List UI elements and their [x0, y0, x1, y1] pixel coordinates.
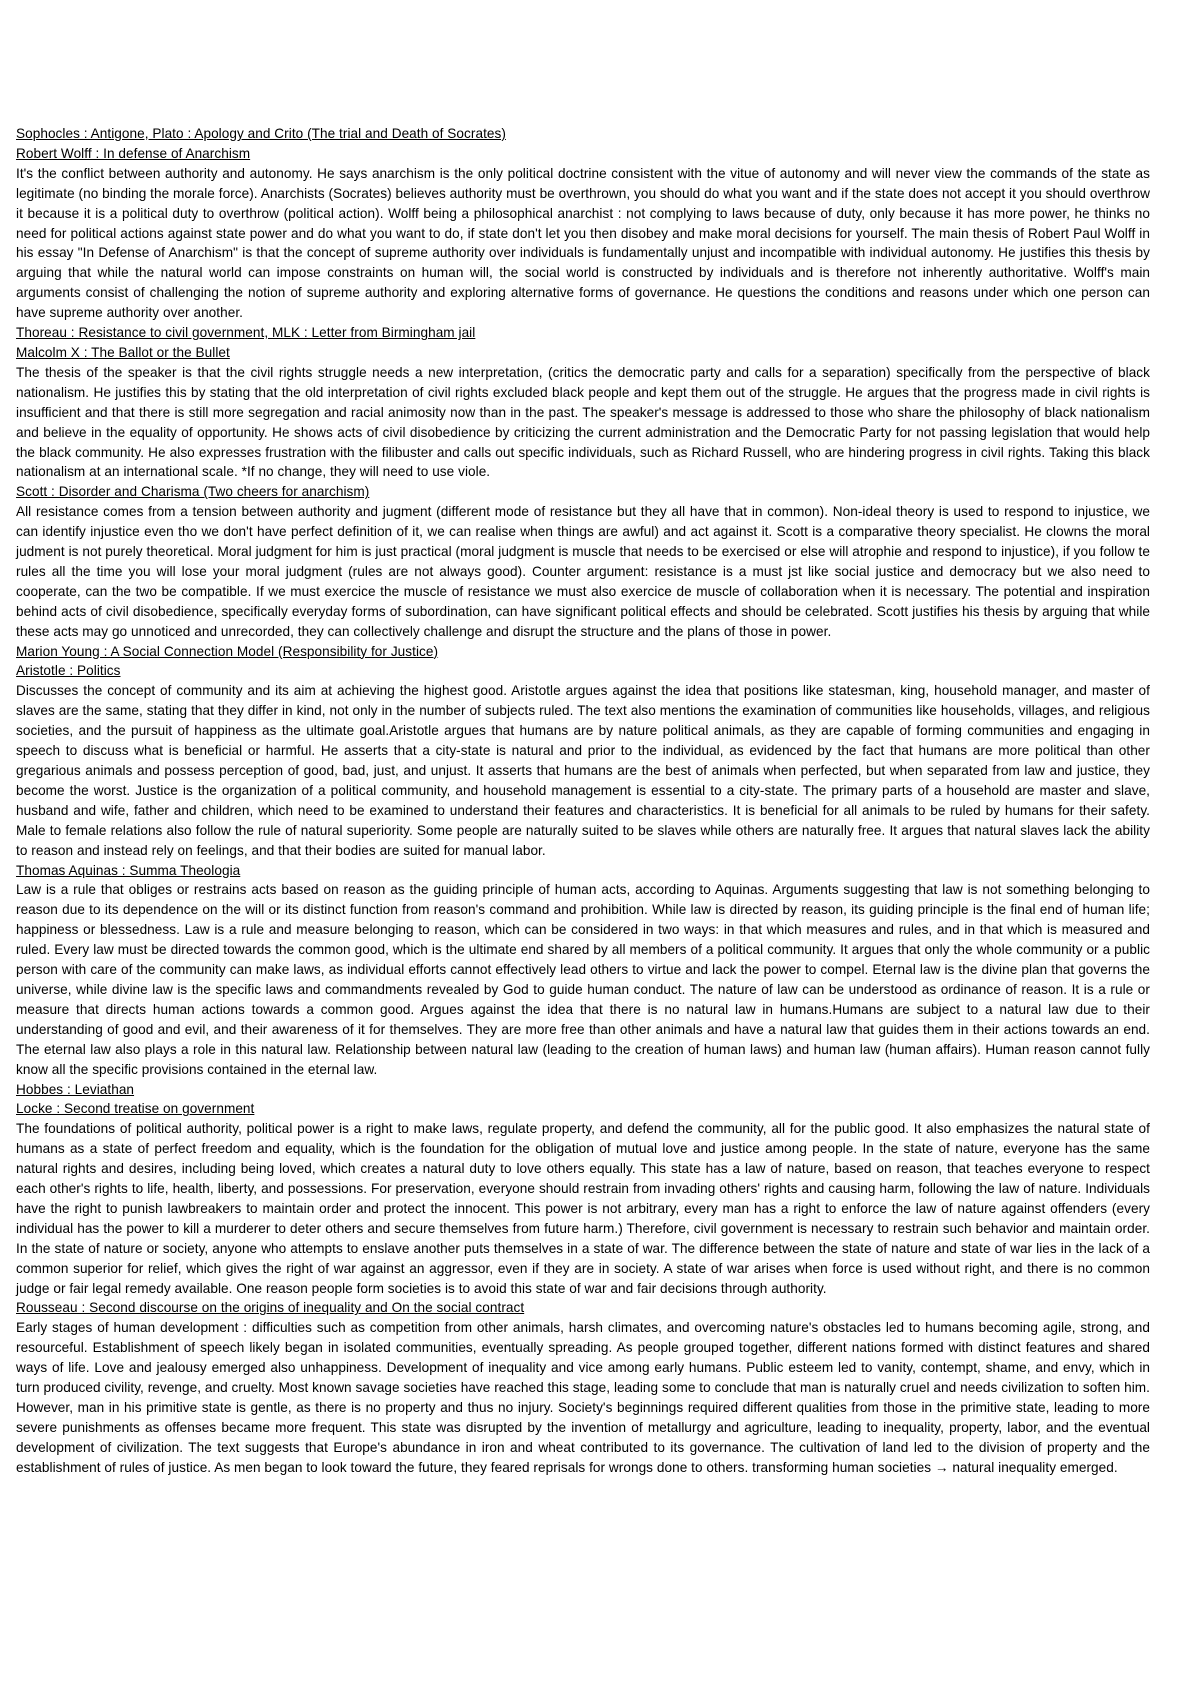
section-malcolm-x [16, 323, 1150, 482]
section-aquinas [16, 861, 1150, 1080]
notes-document [16, 124, 1150, 1478]
section-body: The thesis of the speaker is that the civil rights struggle needs a new interpretation, (critics the democratic party and calls for a separation) specifically from the perspective of black nationalism. He justifies this by stating that the old interpretation of civil rights excluded black people and kept them out of the struggle. He argues that the progress made in civil rights is insufficient and that there is still more segregation and racial animosity now than in the past. The speaker's message is addressed to those who share the philosophy of black nationalism and believe in the equality of opportunity. He shows acts of civil disobedience by criticizing the current administration and the Democratic Party for not passing legislation that would help the black community. He also expresses frustration with the filibuster and calls out specific individuals, such as Richard Russell, who are hindering progress in civil rights. Taking this black nationalism at an international scale. *If no change, they will need to use viole. [16, 364, 1150, 480]
section-heading: Scott : Disorder and Charisma (Two cheers for anarchism) [16, 484, 370, 500]
section-body: Early stages of human development : difficulties such as competition from other animals, harsh climates, and overcoming nature's obstacles led to humans becoming agile, strong, and resourceful. Establishment of speech likely began in isolated communities, eventually spreading. As people grouped together, different nations formed with distinct features and shared ways of life. Love and jealousy emerged also unhappiness. Development of inequality and vice among early humans. Public esteem led to vanity, contempt, shame, and envy, which in turn produced civility, revenge, and cruelty. Most known savage societies have reached this stage, leading some to conclude that man is naturally cruel and needs civilization to soften him. However, man in his primitive state is gentle, as there is no property and thus no injury. Society's beginnings required different qualities from those in the primitive state, leading to more severe punishments as offenses became more frequent. This state was disrupted by the invention of metallurgy and agriculture, leading to inequality, property, labor, and the eventual development of civilization. The text suggests that Europe's abundance in iron and wheat contributed to its governance. The cultivation of land led to the division of property and the establishment of rules of justice. As men began to look toward the future, they feared reprisals for wrongs done to others. transforming human societies → natural inequality emerged. [16, 1320, 1150, 1475]
section-heading: Thoreau : Resistance to civil government, MLK : Letter from Birmingham jail [16, 325, 476, 341]
section-heading: Malcolm X : The Ballot or the Bullet [16, 344, 230, 360]
section-aristotle [16, 642, 1150, 861]
section-heading: Hobbes : Leviathan [16, 1081, 135, 1097]
section-heading: Sophocles : Antigone, Plato : Apology and Crito (The trial and Death of Socrates) [16, 126, 506, 141]
section-body: Discusses the concept of community and its aim at achieving the highest good. Aristotle argues against the idea that positions like statesman, king, household manager, and master of slaves are the same, stating that they differ in kind, not only in the number of subjects ruled. The text also mentions the examination of communities like households, villages, and religious societies, and the pursuit of happiness as the ultimate goal.Aristotle argues that humans are by nature political animals, as they are capable of forming communities and engaging in speech to discuss what is beneficial or harmful. He asserts that a city-state is natural and prior to the individual, as evidenced by the fact that humans are more political than other gregarious animals and possess perception of good, bad, just, and unjust. It asserts that humans are the best of animals when perfected, but when separated from law and justice, they become the worst. Justice is the organization of a political community, and household management is essential to a city-state. The primary parts of a household are master and slave, husband and wife, father and children, which need to be examined to understand their features and characteristics. It is beneficial for all animals to be ruled by humans for their safety. Male to female relations also follow the rule of natural superiority. Some people are naturally suited to be slaves while others are naturally free. It argues that natural slaves lack the ability to reason and instead rely on feelings, and that their bodies are suited for manual labor. [16, 683, 1150, 858]
section-body: It's the conflict between authority and autonomy. He says anarchism is the only political doctrine consistent with the vitue of autonomy and will never view the commands of the state as legitimate (no binding the morale force). Anarchists (Socrates) believes authority must be overthrown, you should do what you want and if the state does not accept it you should overthrow it because it is a political duty to overthrow (political action). Wolff being a philosophical anarchist : not complying to laws because of duty, only because it has more power, he thinks no need for political actions against state power and do what you want to do, if state don't let you then disobey and make moral decisions for yourself. The main thesis of Robert Paul Wolff in his essay "In Defense of Anarchism" is that the concept of supreme authority over individuals is fundamentally unjust and incompatible with individual autonomy. He justifies this thesis by arguing that while the natural world can impose constraints on human will, the social world is constructed by individuals and is therefore not inherently authoritative. Wolff's main arguments consist of challenging the notion of supreme authority and exploring alternative forms of governance. He questions the conditions and reasons under which one person can have supreme authority over another. [16, 165, 1150, 321]
section-heading: Aristotle : Politics [16, 663, 121, 679]
section-locke [16, 1080, 1150, 1299]
section-body: The foundations of political authority, political power is a right to make laws, regulate property, and defend the community, all for the public good. It also emphasizes the natural state of humans as a state of perfect freedom and equality, which is the foundation for the obligation of mutual love and justice among people. In the state of nature, everyone has the same natural rights and desires, including being loved, which creates a natural duty to love others equally. This state has a law of nature, based on reason, that teaches everyone to respect each other's rights to life, health, liberty, and possessions. For preservation, everyone should restrain from invading others' rights and causing harm, following the law of nature. Individuals have the right to punish lawbreakers to maintain order and protect the innocent. This power is not arbitrary, every man has a right to enforce the law of nature against offenders (every individual has the power to kill a murderer to deter others and secure themselves from future harm.) Therefore, civil government is necessary to restrain such behavior and maintain order. In the state of nature or society, anyone who attempts to enslave another puts themselves in a state of war. The difference between the state of nature and state of war lies in the lack of a common superior for relief, which gives the right of war against an aggressor, even if they are in society. A state of war arises when force is used without right, and there is no common judge or fair legal remedy available. One reason people form societies is to avoid this state of war and fair decisions through authority. [16, 1121, 1150, 1296]
section-heading: Rousseau : Second discourse on the origins of inequality and On the social contract [16, 1300, 525, 1316]
section-rousseau [16, 1298, 1150, 1477]
section-heading: Locke : Second treatise on government [16, 1101, 255, 1117]
section-body: Law is a rule that obliges or restrains acts based on reason as the guiding principle of human acts, according to Aquinas. Arguments suggesting that law is not something belonging to reason due to its dependence on the will or its distinct function from reason's command and prohibition. While law is directed by reason, its guiding principle is the final end of human life; happiness or blessedness. Law is a rule and measure belonging to reason, which can be considered in two ways: in that which measures and rules, and in that which is measured and ruled. Every law must be directed towards the common good, which is the ultimate end shared by all members of a political community. It argues that only the whole community or a public person with care of the community can make laws, as individual efforts cannot effectively lead others to virtue and lack the power to compel. Eternal law is the divine plan that governs the universe, while divine law is the specific laws and commandments revealed by God to guide human conduct. The nature of law can be understood as ordinance of reason. It is a rule or measure that directs human actions towards a common good. Argues against the idea that there is no natural law in humans.Humans are subject to a natural law due to their understanding of good and evil, and their awareness of it for themselves. They are more free than other animals and have a natural law that guides them in their actions towards an end. The eternal law also plays a role in this natural law. Relationship between natural law (leading to the creation of human laws) and human law (human affairs). Human reason cannot fully know all the specific provisions contained in the eternal law. [16, 882, 1150, 1077]
section-wolff [16, 124, 1150, 323]
section-heading: Marion Young : A Social Connection Model (Responsibility for Justice) [16, 643, 439, 659]
section-heading: Thomas Aquinas : Summa Theologia [16, 862, 241, 878]
section-body: All resistance comes from a tension between authority and jugment (different mode of resistance but they all have that in common). Non-ideal theory is used to respond to injustice, we can identify injustice even tho we don't have perfect definition of it, we can realise when things are awful) and act against it. Scott is a comparative theory specialist. He clowns the moral judment is not purely theoretical. Moral judgment for him is just practical (moral judgment is muscle that needs to be exercised or else will atrophie and respond to injustice), if you follow te rules all the time you will lose your moral judgment (rules are not always good). Counter argument: resistance is a must jst like social justice and democracy but we also need to cooperate, can the two be compatible. If we must exercice the muscle of resistance we must also exercice de muscle of collaboration when it is necessary. The potential and inspiration behind acts of civil disobedience, specifically everyday forms of subordination, can have significant political effects and should be celebrated. Scott justifies his thesis by arguing that while these acts may go unnoticed and unrecorded, they can collectively challenge and disrupt the structure and the plans of those in power. [16, 504, 1150, 639]
section-scott [16, 482, 1150, 641]
section-heading: Robert Wolff : In defense of Anarchism [16, 145, 251, 161]
